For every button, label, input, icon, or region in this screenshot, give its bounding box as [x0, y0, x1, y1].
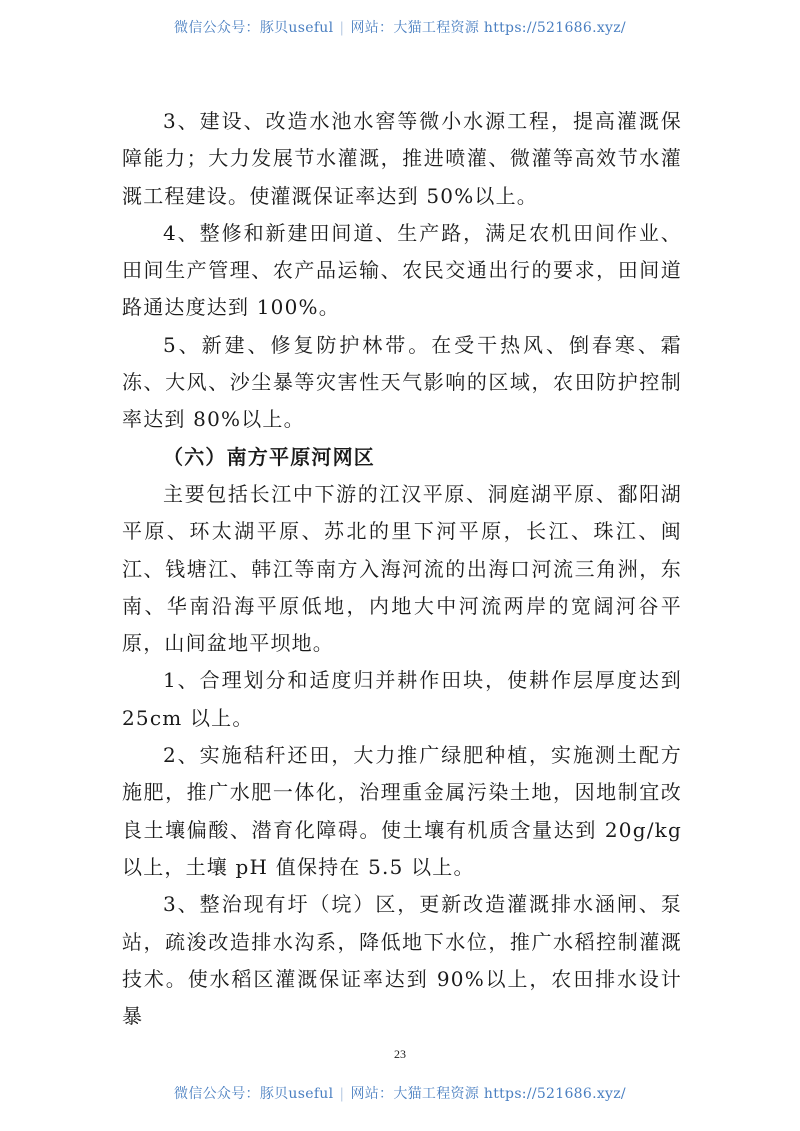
section-heading: （六）南方平原河网区 — [163, 444, 375, 469]
paragraph-item-4-roads: 4、整修和新建田间道、生产路，满足农机田间作业、田间生产管理、农产品运输、农民交通出行的要求，田间道路通达度达到 100%。 — [122, 220, 682, 320]
paragraph-item-3-irrigation: 3、建设、改造水池水窖等微小水源工程，提高灌溉保障能力；大力发展节水灌溉，推进喷灌、微灌等高效节水灌溉工程建设。使灌溉保证率达到 50%以上。 — [122, 109, 682, 208]
document-body — [122, 103, 682, 1035]
watermark-account: 微信公众号：豚贝useful — [174, 1086, 334, 1102]
watermark-separator: | — [339, 1086, 345, 1102]
watermark-separator: | — [339, 20, 345, 36]
watermark-site: 网站：大猫工程资源 https://521686.xyz/ — [350, 20, 626, 36]
paragraph-item-5-shelterbelt: 5、新建、修复防护林带。在受干热风、倒春寒、霜冻、大风、沙尘暴等灾害性天气影响的区域，农田防护控制率达到 80%以上。 — [122, 332, 682, 432]
watermark-footer — [0, 1083, 800, 1103]
watermark-site: 网站：大猫工程资源 https://521686.xyz/ — [350, 1086, 626, 1102]
paragraph-region-scope: 主要包括长江中下游的江汉平原、洞庭湖平原、鄱阳湖平原、环太湖平原、苏北的里下河平原，长江、珠江、闽江、钱塘江、韩江等南方入海河流的出海口河流三角洲，东南、华南沿海平原低地，内地大中河流两岸的宽阔河谷平原，山间盆地平坝地。 — [122, 481, 682, 656]
page-number: 23 — [394, 1047, 406, 1061]
paragraph-item-3-drainage: 3、整治现有圩（垸）区，更新改造灌溉排水涵闸、泵站，疏浚改造排水沟系，降低地下水位，推广水稻控制灌溉技术。使水稻区灌溉保证率达到 90%以上，农田排水设计暴 — [122, 892, 682, 1029]
paragraph-item-1-fields: 1、合理划分和适度归并耕作田块，使耕作层厚度达到 25cm 以上。 — [122, 668, 682, 730]
watermark-account: 微信公众号：豚贝useful — [174, 20, 334, 36]
paragraph-item-2-soil: 2、实施秸秆还田，大力推广绿肥种植，实施测土配方施肥，推广水肥一体化，治理重金属污染土地，因地制宜改良土壤偏酸、潜育化障碍。使土壤有机质含量达到 20g/kg 以上，土壤 pH 值保持在 5.5 以上。 — [122, 743, 682, 879]
watermark-header — [0, 17, 800, 37]
